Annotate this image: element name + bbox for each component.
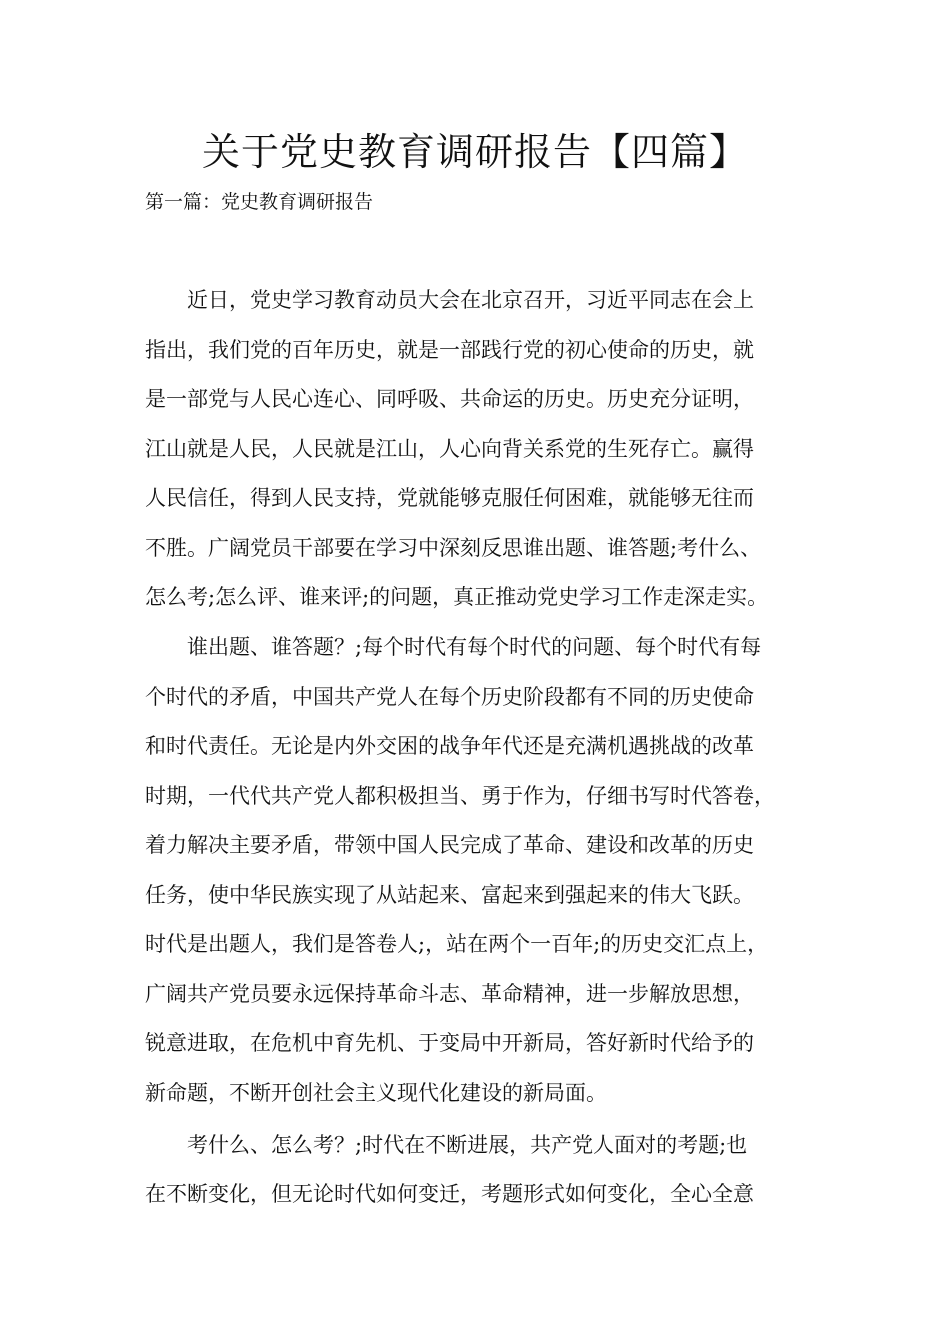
body-line: 锐意进取，在危机中育先机、于变局中开新局，答好新时代给予的 bbox=[145, 1031, 754, 1055]
body-line: 考什么、怎么考？;时代在不断进展，共产党人面对的考题;也 bbox=[145, 1133, 748, 1157]
body-line: 任务，使中华民族实现了从站起来、富起来到强起来的伟大飞跃。 bbox=[145, 883, 754, 907]
body-line: 广阔共产党员要永远保持革命斗志、革命精神，进一步解放思想， bbox=[145, 982, 754, 1006]
body-line: 是一部党与人民心连心、同呼吸、共命运的历史。历史充分证明， bbox=[145, 387, 754, 411]
body-line: 时代是出题人，我们是答卷人;，站在两个一百年;的历史交汇点上， bbox=[145, 932, 769, 956]
body-line: 新命题，不断开创社会主义现代化建设的新局面。 bbox=[145, 1081, 607, 1105]
body-line: 江山就是人民，人民就是江山，人心向背关系党的生死存亡。赢得 bbox=[145, 437, 754, 461]
body-line: 近日，党史学习教育动员大会在北京召开，习近平同志在会上 bbox=[145, 288, 754, 312]
section-heading: 第一篇：党史教育调研报告 bbox=[145, 191, 374, 213]
body-line: 不胜。广阔党员干部要在学习中深刻反思谁出题、谁答题;考什么、 bbox=[145, 536, 762, 560]
body-line: 时期，一代代共产党人都积极担当、勇于作为，仔细书写时代答卷， bbox=[145, 784, 775, 808]
body-line: 怎么考;怎么评、谁来评;的问题，真正推动党史学习工作走深走实。 bbox=[145, 585, 769, 609]
document-title: 关于党史教育调研报告【四篇】 bbox=[201, 130, 748, 174]
body-line: 谁出题、谁答题？;每个时代有每个时代的问题、每个时代有每 bbox=[145, 635, 762, 659]
body-line: 和时代责任。无论是内外交困的战争年代还是充满机遇挑战的改革 bbox=[145, 734, 754, 758]
body-line: 在不断变化，但无论时代如何变迁，考题形式如何变化，全心全意 bbox=[145, 1182, 754, 1206]
body-line: 个时代的矛盾，中国共产党人在每个历史阶段都有不同的历史使命 bbox=[145, 685, 754, 709]
body-line: 着力解决主要矛盾，带领中国人民完成了革命、建设和改革的历史 bbox=[145, 833, 754, 857]
body-line: 指出，我们党的百年历史，就是一部践行党的初心使命的历史，就 bbox=[145, 338, 754, 362]
body-line: 人民信任，得到人民支持，党就能够克服任何困难，就能够无往而 bbox=[145, 486, 754, 510]
